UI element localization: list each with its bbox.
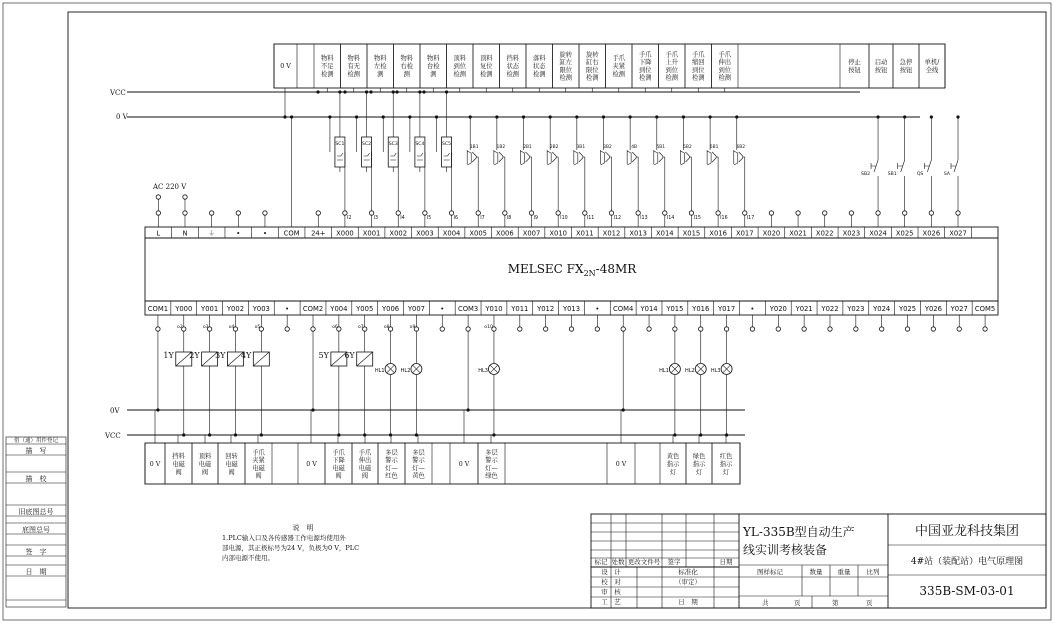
plc-output-terminal: Y005 [356, 305, 374, 313]
input-wire-tag: I2 [346, 216, 352, 221]
input-wire-tag: I8 [506, 216, 512, 221]
plc-output-terminal: Y004 [330, 305, 348, 313]
output-wire-tag: o4 [228, 325, 235, 330]
product-title-2: 线实训考核装备 [743, 543, 828, 557]
sensor-tag: SC1 [335, 142, 345, 147]
plc-output-terminal: COM4 [613, 305, 634, 313]
plc-output-terminal: COM1 [147, 305, 169, 313]
output-wire-tag: o5 [254, 325, 261, 330]
input-label: 手爪伸出到位检测 [718, 51, 732, 82]
output-label: 0 V [458, 461, 470, 468]
proximity-switch [547, 150, 556, 165]
plc-output-terminal: Y006 [381, 305, 400, 313]
plc-output-terminal: Y022 [821, 305, 839, 313]
role-process: 工 艺 [601, 598, 621, 606]
input-label: 停止按钮 [848, 59, 861, 74]
plc-input-terminal: X013 [629, 229, 647, 238]
role-design: 设 计 [601, 568, 621, 576]
plc-output-terminal: COM5 [974, 305, 996, 313]
scale-header: 比列 [866, 568, 880, 576]
plc-output-terminal: Y025 [898, 305, 917, 313]
coil-tag: 3Y [215, 351, 226, 360]
note-title: 说 明 [292, 524, 314, 532]
plc-input-terminal: X012 [602, 229, 621, 238]
plc-input-terminal: X022 [815, 229, 834, 238]
button-tag: SA [943, 172, 951, 177]
input-label: 手爪下降到位检测 [638, 51, 652, 82]
prox-tag: 6B2 [736, 145, 746, 150]
output-label: 红色指示灯 [719, 453, 733, 476]
output-wire-tag: o3 [202, 325, 209, 330]
sheet-total-unit: 页 [794, 599, 801, 607]
coil-tag: 6Y [344, 351, 355, 360]
plc-output-terminal: Y000 [175, 305, 193, 313]
plc-input-terminal: • [262, 229, 267, 238]
output-label: 手爪伸出电磁阀 [358, 449, 372, 480]
input-label: 物料台检测 [426, 55, 440, 78]
note-line-1: 1.PLC输入口及各传感器工作电源均使用外 [222, 534, 346, 542]
plc-input-terminal: X027 [949, 229, 967, 238]
lamp-tag: HL3 [478, 368, 488, 374]
button-tag: SB1 [887, 172, 897, 177]
proximity-switch [654, 150, 663, 165]
plc-output-terminal: Y001 [201, 305, 219, 313]
output-label: 回转电磁阀 [225, 453, 238, 476]
plc-output-terminal: Y027 [950, 305, 968, 313]
plc-model: MELSEC $FX_{2N}-48MR$ [507, 262, 637, 278]
sensor-tag: SC5 [442, 142, 452, 147]
proximity-switch [707, 150, 716, 165]
plc-output-terminal: Y011 [511, 305, 529, 313]
plc-output-terminal: COM2 [302, 305, 324, 313]
prox-tag: 6B1 [709, 145, 719, 150]
plc-output-terminal: Y023 [847, 305, 865, 313]
ov-top-label: 0 V [116, 113, 128, 121]
input-wire-tag: I17 [746, 216, 755, 221]
plc-output-terminal: • [750, 305, 755, 313]
product-title-1: YL-335B型自动生产 [743, 525, 855, 539]
plc-output-terminal: • [595, 305, 600, 313]
coil-tag: 5Y [318, 351, 329, 360]
plc-output-terminal: • [440, 305, 445, 313]
rev-doc: 更改文件号 [627, 558, 661, 566]
sheet-current-unit: 页 [866, 599, 873, 607]
input-wire-tag: I12 [613, 216, 622, 221]
std-label: 标准化 [678, 568, 698, 576]
sensor-tag: SC2 [362, 142, 372, 147]
input-wire-tag: I4 [400, 216, 405, 221]
plc-input-terminal: X017 [735, 229, 754, 238]
coil-tag: 2Y [189, 351, 200, 360]
plc-input-terminal: N [182, 229, 188, 238]
input-wire-tag: I14 [666, 216, 675, 221]
role-check: 校 对 [601, 578, 621, 586]
input-wire-tag: I3 [373, 216, 379, 221]
input-label: 物料右检测 [400, 55, 414, 78]
output-label: 多层警示灯—黄色 [412, 449, 425, 480]
push-button [898, 160, 905, 213]
stamp-row-label: 签 字 [25, 548, 47, 556]
plc-input-terminal: X001 [362, 229, 381, 238]
sheet-current: 第 [832, 599, 839, 607]
prox-tag: 1B1 [469, 145, 479, 150]
output-label: 0 V [306, 461, 317, 468]
plc-input-terminal: X015 [682, 229, 701, 238]
top-label-row [274, 44, 945, 88]
proximity-switch [521, 150, 530, 165]
vcc-top-label: VCC [110, 89, 126, 97]
plc-input-terminal: X023 [842, 229, 861, 238]
plc-input-terminal: X006 [496, 229, 514, 238]
output-label: 顶料电磁阀 [198, 453, 212, 476]
output-wire-tag: o10 [484, 325, 493, 330]
input-label: 手爪上升到位检测 [665, 51, 679, 82]
lamp-tag: HL1 [659, 368, 669, 374]
plc-input-terminal: X011 [576, 229, 594, 238]
input-wire-tag: I6 [453, 216, 459, 221]
proximity-switch [574, 150, 583, 165]
rev-mark: 标记 [594, 558, 608, 566]
input-wire-tag: I10 [560, 216, 568, 221]
mark-header: 图样标记 [757, 568, 783, 576]
plc-input-terminal: X024 [869, 229, 887, 238]
plc-input-terminal: X016 [709, 229, 727, 238]
approve-label: （审定） [675, 578, 701, 586]
input-wire-tag: I9 [533, 216, 538, 221]
input-label: 物料左检测 [373, 55, 387, 78]
push-button [924, 160, 931, 213]
plc-output-terminal: Y024 [873, 305, 891, 313]
vcc-bottom-label: VCC [105, 432, 121, 440]
input-label: 启动按钮 [874, 59, 888, 74]
stamp-title: 借（通）用件登记 [13, 438, 59, 444]
plc-input-terminal: 24+ [311, 229, 326, 238]
plc-output-terminal: Y007 [407, 305, 425, 313]
input-label: 物料不足检测 [320, 55, 334, 78]
plc-output-terminal: Y013 [562, 305, 581, 313]
date-label: 日 期 [678, 598, 698, 606]
plc-output-terminal: Y003 [252, 305, 270, 313]
plc-output-terminal: Y021 [795, 305, 813, 313]
output-label: 手爪夹紧电磁阀 [252, 449, 265, 480]
output-wire-tag: o6 [332, 325, 338, 330]
rev-sign: 签字 [667, 558, 681, 566]
input-label: 落料状态检测 [532, 55, 546, 78]
plc-output-terminal: Y010 [485, 305, 503, 313]
output-label: 多层警示灯—绿色 [485, 449, 498, 480]
note-line-3: 内部电源不使用。 [222, 554, 274, 562]
input-label: 顶料复位检测 [479, 55, 493, 78]
plc-input-terminal: X021 [789, 229, 807, 238]
output-label: 绿色指示灯 [692, 453, 706, 476]
input-wire-tag: I7 [480, 216, 485, 221]
stamp-row-label: 旧底图总号 [18, 508, 54, 516]
ov-bottom-label: 0V [110, 407, 120, 415]
input-wire-tag: I16 [720, 216, 728, 221]
plc-output-terminal: Y026 [924, 305, 942, 313]
ac-power-label: AC 220 V [153, 183, 187, 191]
note-line-2: 部电源，其正极标号为24 V，负极为0 V，PLC [222, 544, 360, 552]
prox-tag: 2B2 [549, 145, 559, 150]
weight-header: 重量 [837, 568, 851, 576]
proximity-switch [734, 150, 743, 165]
prox-tag: 5B1 [656, 145, 666, 150]
rev-count: 处数 [611, 558, 625, 566]
lamp-tag: HL2 [400, 368, 411, 374]
plc-input-terminal: X020 [762, 229, 781, 238]
stamp-row-label: 描 校 [25, 475, 47, 483]
prox-tag: 3B1 [576, 145, 586, 150]
plc-input-terminal: X004 [442, 229, 461, 238]
stamp-row-label: 描 写 [25, 447, 47, 455]
note-block [222, 523, 359, 562]
prox-tag: 1B2 [496, 145, 506, 150]
stamp-row-label: 底图总号 [22, 526, 50, 534]
plc-input-terminal: X014 [655, 229, 674, 238]
push-button [951, 160, 958, 213]
plc-output-terminal: • [285, 305, 290, 313]
lamp-tag: HL1 [374, 368, 385, 374]
input-wire-tag: I11 [586, 216, 595, 221]
input-label: 旋转缸左限位检测 [559, 51, 573, 82]
plc-input-terminal: X005 [469, 229, 488, 238]
input-label: 手爪夹紧检测 [612, 55, 626, 78]
prox-tag: 3B2 [603, 145, 612, 150]
proximity-switch [467, 150, 476, 165]
plc-output-terminal: Y017 [718, 305, 736, 313]
plc-input-terminal: X007 [522, 229, 541, 238]
plc-output-terminal: COM3 [457, 305, 479, 313]
input-label: 0 V [280, 63, 291, 70]
prox-tag: 4B [631, 145, 638, 150]
input-label: 物料有无检测 [347, 55, 361, 78]
plc-input-terminal: • [236, 229, 241, 238]
plc-input-terminal: X025 [895, 229, 914, 238]
button-tag: QS [916, 172, 924, 177]
plc-output-terminal: Y016 [692, 305, 710, 313]
bottom-label-row [145, 410, 740, 484]
output-wiring [156, 315, 988, 437]
output-wire-tag: o2 [177, 325, 183, 330]
output-wire-tag: o7 [357, 325, 364, 330]
plc-input-terminal: ⏚ [208, 229, 216, 238]
sheet-total: 共 [762, 599, 769, 607]
output-wire-tag: o9 [409, 325, 416, 330]
proximity-switch [494, 150, 503, 165]
output-label: 0 V [615, 461, 627, 468]
stamp-row-label: 日 期 [25, 568, 47, 576]
lamp-tag: HL3 [710, 368, 721, 374]
plc-output-terminal: Y020 [769, 305, 787, 313]
plc-block [145, 227, 998, 315]
prox-tag: 5B2 [683, 145, 692, 150]
output-label: 手爪下降电磁阀 [332, 449, 345, 480]
output-label: 黄色指示灯 [666, 453, 680, 476]
drawing-title: 4#站（装配站）电气原理图 [910, 557, 1024, 567]
output-label: 多层警示灯—红色 [385, 449, 398, 480]
plc-input-terminal: X003 [416, 229, 434, 238]
plc-input-terminal: L [156, 229, 161, 238]
input-wire-tag: I15 [693, 216, 701, 221]
qty-header: 数量 [809, 568, 823, 576]
output-label: 挡料电磁阀 [172, 453, 185, 476]
prox-tag: 2B1 [523, 145, 532, 150]
proximity-switch [600, 150, 609, 165]
title-block [591, 514, 1046, 608]
coil-tag: 1Y [163, 351, 174, 360]
plc-output-terminal: Y014 [640, 305, 658, 313]
lamp-tag: HL2 [685, 368, 695, 374]
drawing-number: 335B-SM-03-01 [919, 584, 1015, 598]
sensor-tag: SC4 [415, 142, 425, 147]
plc-output-terminal: Y015 [666, 305, 684, 313]
plc-input-terminal: X026 [922, 229, 941, 238]
role-review: 审 核 [601, 588, 621, 596]
plc-output-terminal: Y012 [537, 305, 555, 313]
output-wire-tag: o8 [383, 325, 390, 330]
plc-input-terminal: COM [283, 229, 300, 238]
output-label: 0 V [149, 461, 161, 468]
plc-input-terminal: X010 [549, 229, 567, 238]
rev-date: 日期 [719, 558, 733, 566]
plc-input-terminal: X000 [336, 229, 354, 238]
coil-tag: 4Y [240, 351, 252, 360]
left-stamp [6, 436, 66, 607]
input-label: 急停按钮 [899, 59, 913, 74]
input-label: 单机/全线 [924, 59, 940, 74]
button-tag: SB2 [861, 172, 871, 177]
input-label: 挡料状态检测 [506, 55, 520, 78]
input-label: 手爪缩回到位检测 [691, 51, 705, 82]
input-wire-tag: I5 [426, 216, 432, 221]
push-button [871, 160, 878, 213]
proximity-switch [627, 150, 636, 165]
input-label: 顶料到位检测 [453, 55, 467, 78]
proximity-switch [680, 150, 689, 165]
plc-input-terminal: X002 [389, 229, 408, 238]
input-label: 旋转缸右限位检测 [585, 51, 599, 82]
plc-output-terminal: Y002 [226, 305, 245, 313]
input-wire-tag: I13 [640, 216, 648, 221]
input-wiring [156, 88, 960, 227]
sensor-tag: SC3 [388, 142, 398, 147]
company-name: 中国亚龙科技集团 [914, 524, 1020, 539]
